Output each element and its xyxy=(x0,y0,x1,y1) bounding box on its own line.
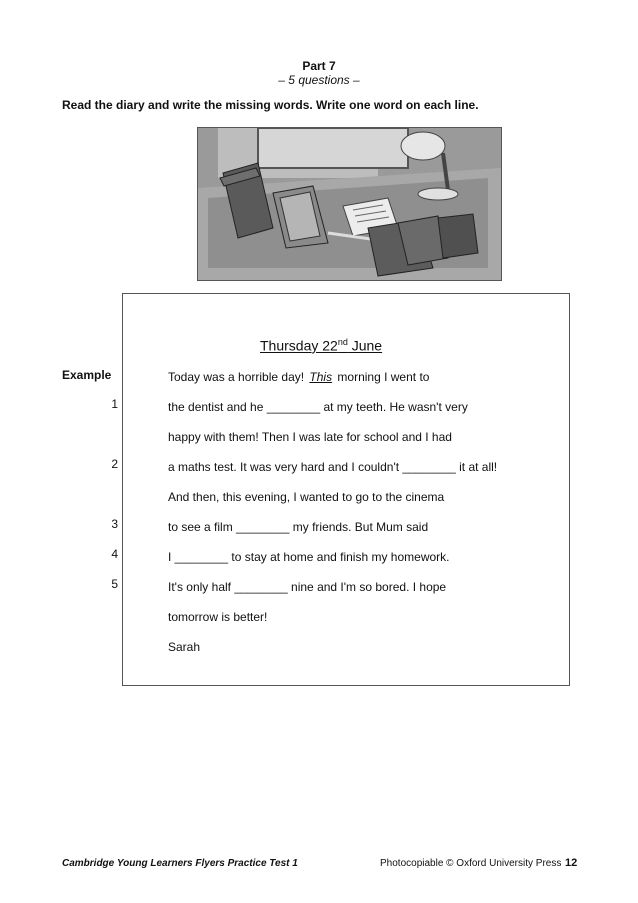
part-title: Part 7 xyxy=(302,59,336,73)
question-number: 3 xyxy=(111,517,118,531)
example-text-before: Today was a horrible day! xyxy=(168,370,308,384)
desk-illustration xyxy=(197,127,502,281)
date-month: June xyxy=(347,337,383,354)
diary-line: I ________ to stay at home and finish my homework. xyxy=(168,550,450,564)
example-label: Example xyxy=(62,368,112,382)
question-number: 2 xyxy=(111,457,118,471)
diary-line: a maths test. It was very hard and I couldn't ________ it at all! xyxy=(168,460,498,474)
question-number: 5 xyxy=(111,577,118,591)
question-number: 1 xyxy=(111,397,118,411)
diary-line: And then, this evening, I wanted to go to the cinema xyxy=(168,490,445,504)
question-number: 4 xyxy=(111,547,118,561)
example-line xyxy=(168,370,429,384)
page-number: 12 xyxy=(565,857,578,869)
diary-line: tomorrow is better! xyxy=(168,610,268,624)
part-subtitle: – 5 questions – xyxy=(278,73,360,87)
example-text-after: morning I went to xyxy=(334,370,430,384)
diary-line: to see a film ________ my friends. But Mum said xyxy=(168,520,429,534)
instruction-text: Read the diary and write the missing words. Write one word on each line. xyxy=(62,98,479,112)
diary-line: It's only half ________ nine and I'm so bored. I hope xyxy=(168,580,447,594)
example-answer: This xyxy=(309,370,333,384)
diary-line: the dentist and he ________ at my teeth. He wasn't very xyxy=(168,400,468,414)
date-day: Thursday 22 xyxy=(260,337,338,354)
diary-line: happy with them! Then I was late for school and I had xyxy=(168,430,452,444)
date-suffix: nd xyxy=(337,337,348,347)
footer-copyright: Photocopiable © Oxford University Press xyxy=(380,858,562,869)
diary-date xyxy=(260,337,382,354)
footer-title: Cambridge Young Learners Flyers Practice Test 1 xyxy=(62,858,298,869)
diary-signature: Sarah xyxy=(168,640,201,654)
